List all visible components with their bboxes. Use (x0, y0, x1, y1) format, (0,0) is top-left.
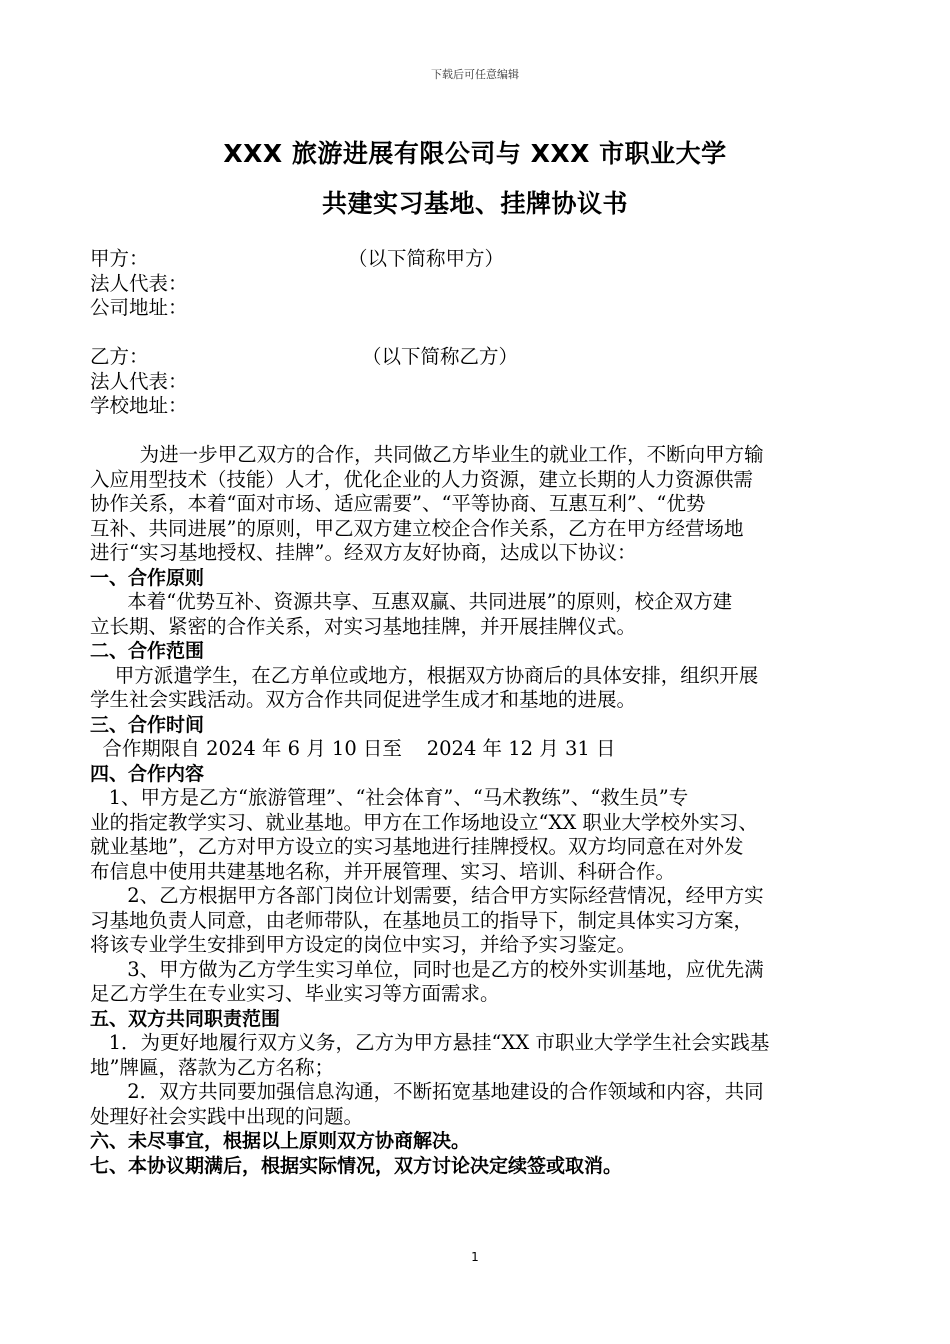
section-line: 习基地负责人同意，由老师带队，在基地员工的指导下，制定具体实习方案， (90, 908, 754, 932)
section-heading: 四、合作内容 (90, 762, 205, 785)
party-a-label: 甲方： (90, 247, 149, 270)
party-b-rep: 法人代表： (90, 369, 188, 393)
section-heading: 七、本协议期满后，根据实际情况，双方讨论决定续签或取消。 (90, 1154, 623, 1177)
section-heading: 二、合作范围 (90, 640, 205, 662)
section-line: 立长期、紧密的合作关系，对实习基地挂牌，并开展挂牌仪式。 (90, 614, 637, 638)
intro-paragraph (90, 443, 865, 566)
intro-line: 互补、共同进展”的原则，甲乙双方建立校企合作关系，乙方在甲方经营场地 (90, 516, 744, 540)
section-line: 本着“优势互补、资源共享、互惠双赢、共同进展”的原则，校企双方建 (90, 590, 733, 613)
intro-line: 入应用型技术（技能）人才，优化企业的人力资源，建立长期的人力资源供需 (90, 467, 754, 491)
section-line: 合作期限自 2024 年 6 月 10 日至 2024 年 12 月 31 日 (90, 737, 616, 760)
section-heading: 三、合作时间 (90, 713, 205, 736)
intro-line: 协作关系，本着“面对市场、适应需要”、“平等协商、互惠互利”、“优势 (90, 492, 706, 515)
section-line: 甲方派遣学生，在乙方单位或地方，根据双方协商后的具体安排，组织开展 (90, 663, 759, 687)
party-b-label: 乙方： (90, 345, 149, 368)
section-line: 1、甲方是乙方“旅游管理”、“社会体育”、“马术教练”、“救生员”专 (90, 786, 689, 809)
section-line: 布信息中使用共建基地名称，并开展管理、实习、培训、科研合作。 (90, 859, 676, 883)
document-title-line-1: XXX 旅游进展有限公司与 XXX 市职业大学 (223, 139, 727, 168)
party-b-note: （以下简称乙方） (362, 345, 519, 368)
party-a-note: （以下简称甲方） (348, 247, 505, 270)
party-b-row (90, 345, 865, 370)
section-line: 3、甲方做为乙方学生实习单位，同时也是乙方的校外实训基地，应优先满 (90, 957, 764, 981)
party-b-address: 学校地址： (90, 394, 188, 417)
header-note: 下载后可任意编辑 (431, 68, 519, 81)
section-line: 足乙方学生在专业实习、毕业实习等方面需求。 (90, 982, 500, 1005)
section-heading: 五、双方共同职责范围 (90, 1007, 281, 1030)
party-a-row (90, 247, 865, 272)
section-heading: 一、合作原则 (90, 566, 205, 589)
document-title-line-2: 共建实习基地、挂牌协议书 (321, 189, 628, 218)
section-line: 2、乙方根据甲方各部门岗位计划需要，结合甲方实际经营情况，经甲方实 (90, 884, 764, 907)
section-heading: 六、未尽事宜，根据以上原则双方协商解决。 (90, 1130, 471, 1152)
section-line: 地”牌匾，落款为乙方名称； (90, 1055, 334, 1079)
section-line: 将该专业学生安排到甲方设定的岗位中实习，并给予实习鉴定。 (90, 933, 637, 956)
section-line: 业的指定教学实习、就业基地。甲方在工作场地设立“XX 职业大学校外实习、 (90, 810, 758, 834)
page-number: 1 (471, 1250, 479, 1264)
section-line: 1．为更好地履行双方义务，乙方为甲方悬挂“XX 市职业大学学生社会实践基 (90, 1031, 770, 1054)
intro-line: 为进一步甲乙双方的合作，共同做乙方毕业生的就业工作，不断向甲方输 (90, 443, 764, 466)
section-line: 处理好社会实践中出现的问题。 (90, 1104, 364, 1128)
party-a-address: 公司地址： (90, 296, 188, 319)
document-body (90, 247, 865, 1178)
section-line: 2．双方共同要加强信息沟通，不断拓宽基地建设的合作领域和内容，共同 (90, 1080, 764, 1103)
intro-line: 进行“实习基地授权、挂牌”。经双方友好协商，达成以下协议： (90, 541, 637, 564)
party-a-rep: 法人代表： (90, 271, 188, 295)
section-line: 学生社会实践活动。双方合作共同促进学生成才和基地的进展。 (90, 688, 637, 711)
section-line: 就业基地”，乙方对甲方设立的实习基地进行挂牌授权。双方均同意在对外发 (90, 835, 744, 858)
